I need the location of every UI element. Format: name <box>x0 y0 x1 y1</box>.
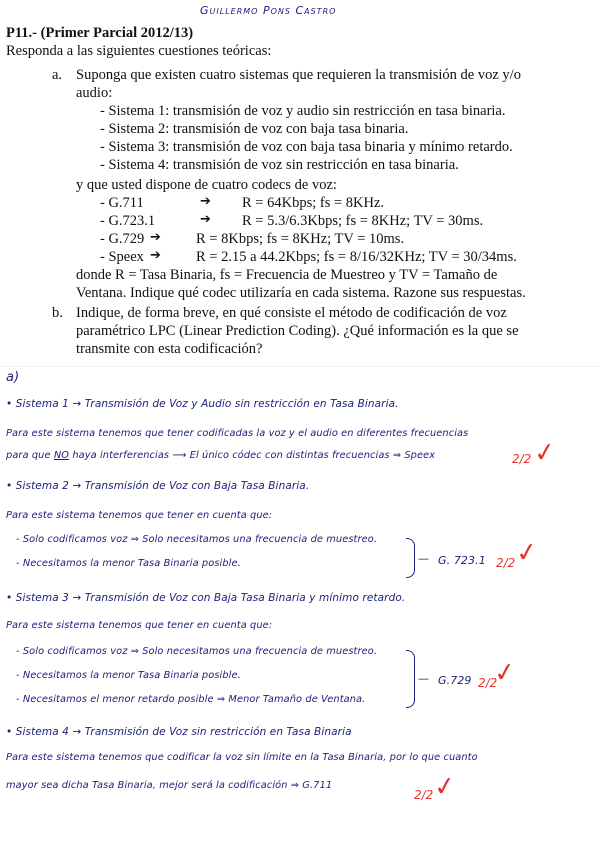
answer-system-3-item: - Necesitamos el menor retardo posible ⇒ Menor Tamaño de Ventana. <box>16 694 366 705</box>
codec-spec: R = 5.3/6.3Kbps; fs = 8KHz; TV = 30ms. <box>242 213 484 229</box>
answer-system-3-intro: Para este sistema tenemos que tener en cuenta que: <box>6 620 273 631</box>
answer-system-3-item: - Solo codificamos voz ⇒ Solo necesitamos una frecuencia de muestreo. <box>16 646 378 657</box>
definitions-line-1: donde R = Tasa Binaria, fs = Frecuencia de Muestreo y TV = Tamaño de <box>76 267 498 283</box>
grade-mark: 2/2 <box>512 452 532 466</box>
question-instructions: Responda a las siguientes cuestiones teóricas: <box>6 43 272 59</box>
arrow-right-icon: ➔ <box>200 194 211 209</box>
answer-system-4-heading: • Sistema 4 → Transmisión de Voz sin restricción en Tasa Binaria <box>6 726 352 738</box>
answer-system-4-line-2: mayor sea dicha Tasa Binaria, mejor será la codificación ⇒ G.711 <box>6 780 333 791</box>
answer-system-2-item: - Necesitamos la menor Tasa Binaria posible. <box>16 558 241 569</box>
checkmark-icon: ✓ <box>514 536 540 570</box>
codec-name: - G.723.1 <box>100 213 156 229</box>
part-b-line-1: Indique, de forma breve, en qué consiste el método de codificación de voz <box>76 305 507 321</box>
answer-system-4-line-1: Para este sistema tenemos que codificar la voz sin límite en la Tasa Binaria, por lo que cuanto <box>6 752 478 763</box>
answer-system-3-heading: • Sistema 3 → Transmisión de Voz con Baja Tasa Binaria y mínimo retardo. <box>6 592 406 604</box>
part-a-line-1: Suponga que existen cuatro sistemas que requieren la transmisión de voz y/o <box>76 67 521 83</box>
question-title: P11.- (Primer Parcial 2012/13) <box>6 25 194 41</box>
checkmark-icon: ✓ <box>492 656 518 690</box>
checkmark-icon: ✓ <box>532 436 558 470</box>
answer-system-3-item: - Necesitamos la menor Tasa Binaria posible. <box>16 670 241 681</box>
part-a-line-2: audio: <box>76 85 113 101</box>
system-1-text: - Sistema 1: transmisión de voz y audio sin restricción en tasa binaria. <box>100 103 506 119</box>
arrow-right-icon: ➔ <box>200 212 211 227</box>
codecs-intro: y que usted dispone de cuatro codecs de voz: <box>76 177 337 193</box>
grade-mark: 2/2 <box>478 676 498 690</box>
answer-label: a) <box>6 370 20 385</box>
brace-icon <box>406 538 415 578</box>
answer-system-2-intro: Para este sistema tenemos que tener en cuenta que: <box>6 510 273 521</box>
arrow-right-icon: ➔ <box>150 248 161 263</box>
answer-system-1-line-2 <box>6 450 435 461</box>
system-3-text: - Sistema 3: transmisión de voz con baja tasa binaria y mínimo retardo. <box>100 139 513 155</box>
codec-spec: R = 2.15 a 44.2Kbps; fs = 8/16/32KHz; TV = 30/34ms. <box>196 249 517 265</box>
part-b-line-3: transmite con esta codificación? <box>76 341 263 357</box>
codec-spec: R = 64Kbps; fs = 8KHz. <box>242 195 385 211</box>
codec-name: - Speex <box>100 249 144 265</box>
arrow-right-icon: ➔ <box>150 230 161 245</box>
author-name: Guillermo Pons Castro <box>200 4 337 17</box>
answer-system-1-line-1: Para este sistema tenemos que tener codificadas la voz y el audio en diferentes frecuencias <box>6 428 469 439</box>
answer-text: para que <box>6 450 51 461</box>
brace-icon <box>406 650 415 708</box>
system-4-text: - Sistema 4: transmisión de voz sin restricción en tasa binaria. <box>100 157 459 173</box>
grade-mark: 2/2 <box>496 556 516 570</box>
answer-system-3-result: G.729 <box>438 674 472 687</box>
page-divider <box>0 366 600 367</box>
codec-name: - G.711 <box>100 195 144 211</box>
part-a-letter: a. <box>52 67 63 83</box>
part-b-line-2: paramétrico LPC (Linear Prediction Coding). ¿Qué información es la que se <box>76 323 519 339</box>
answer-text: haya interferencias ⟶ El único códec con distintas frecuencias ⇒ Speex <box>72 450 436 461</box>
answer-system-2-heading: • Sistema 2 → Transmisión de Voz con Baja Tasa Binaria. <box>6 480 310 492</box>
definitions-line-2: Ventana. Indique qué codec utilizaría en cada sistema. Razone sus respuestas. <box>76 285 526 301</box>
answer-system-2-result: G. 723.1 <box>438 554 486 567</box>
answer-emphasis: NO <box>53 450 70 461</box>
answer-system-2-item: - Solo codificamos voz ⇒ Solo necesitamos una frecuencia de muestreo. <box>16 534 378 545</box>
connector-arrow: — <box>418 672 430 685</box>
connector-arrow: — <box>418 552 430 565</box>
part-b-letter: b. <box>52 305 63 321</box>
codec-spec: R = 8Kbps; fs = 8KHz; TV = 10ms. <box>196 231 405 247</box>
codec-name: - G.729 <box>100 231 145 247</box>
answer-system-1-heading: • Sistema 1 → Transmisión de Voz y Audio sin restricción en Tasa Binaria. <box>6 398 399 410</box>
grade-mark: 2/2 <box>414 788 434 802</box>
checkmark-icon: ✓ <box>432 770 458 804</box>
system-2-text: - Sistema 2: transmisión de voz con baja tasa binaria. <box>100 121 409 137</box>
